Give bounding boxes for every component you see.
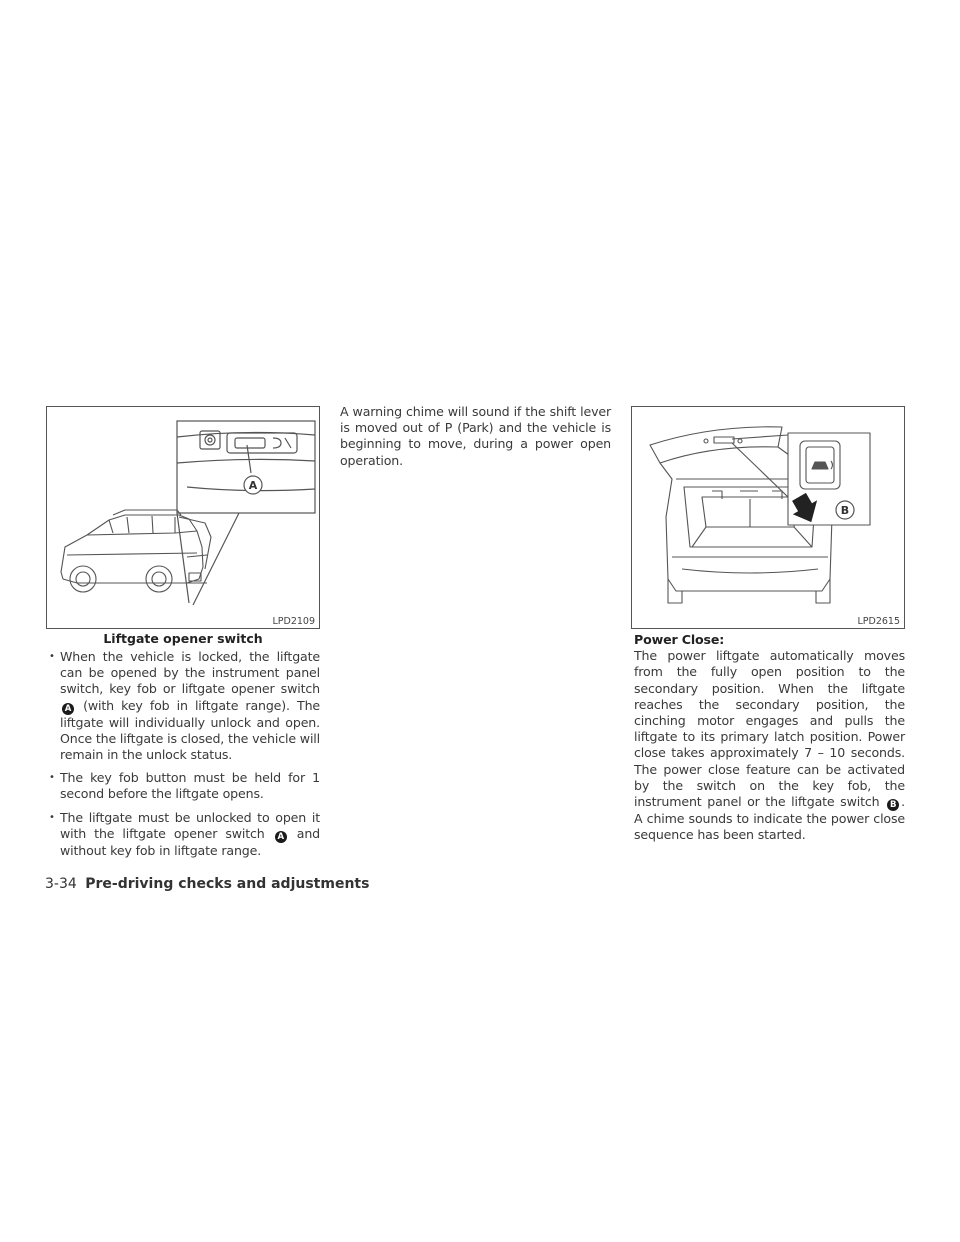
left-column bbox=[49, 649, 320, 866]
callout-a: A bbox=[248, 479, 258, 492]
bullet-text: When the vehicle is locked, the liftgate can be opened by the instrument panel switch, key fob or liftgate opener switch bbox=[60, 649, 320, 697]
figure-power-close-switch bbox=[631, 406, 905, 629]
page-footer bbox=[45, 876, 369, 892]
bullet-text: and without key fob in liftgate range. bbox=[60, 825, 321, 858]
warning-paragraph: A warning chime will sound if the shift lever is moved out of P (Park) and the vehicle is beginning to move, during a power open operation. bbox=[340, 404, 611, 468]
bullet-item bbox=[49, 770, 320, 802]
callout-b: B bbox=[840, 504, 850, 517]
suv-rear-illustration bbox=[47, 407, 320, 629]
callout-badge-b: B bbox=[887, 799, 899, 811]
figure-code: LPD2109 bbox=[272, 616, 315, 627]
section-title: Pre-driving checks and adjustments bbox=[85, 876, 370, 892]
page-number: 3-34 bbox=[45, 876, 77, 892]
bullet-text: (with key fob in liftgate range). The liftgate will individually unlock and open. Once the liftgate is closed, the vehicle will remain in the unlock status. bbox=[60, 697, 320, 763]
paragraph-text: The power liftgate automatically moves from the fully open position to the secondary position. When the liftgate reaches the secondary position, the cinching motor engages and pulls the liftgate to its primary latch position. Power close takes approximately 7 – 10 seconds. The power close feature can be activated by the switch on the key fob, the instrument panel or the liftgate switch bbox=[634, 648, 905, 810]
figure-caption: Liftgate opener switch bbox=[103, 631, 263, 646]
figure-code: LPD2615 bbox=[857, 616, 900, 627]
callout-badge-a: A bbox=[62, 703, 74, 715]
suv-liftgate-open-illustration bbox=[632, 407, 905, 629]
bullet-text: The liftgate must be unlocked to open it with the liftgate opener switch bbox=[60, 809, 320, 841]
right-column bbox=[634, 632, 905, 843]
power-close-heading: Power Close: bbox=[634, 632, 725, 647]
middle-column bbox=[340, 404, 611, 469]
bullet-item bbox=[49, 810, 320, 859]
paragraph-text: . A chime sounds to indicate the power close sequence has been started. bbox=[634, 794, 905, 843]
callout-badge-a: A bbox=[275, 831, 287, 843]
bullet-item bbox=[49, 649, 320, 763]
figure-liftgate-opener-switch bbox=[46, 406, 320, 629]
bullet-text: The key fob button must be held for 1 second before the liftgate opens. bbox=[60, 770, 320, 802]
power-close-paragraph bbox=[634, 648, 905, 843]
